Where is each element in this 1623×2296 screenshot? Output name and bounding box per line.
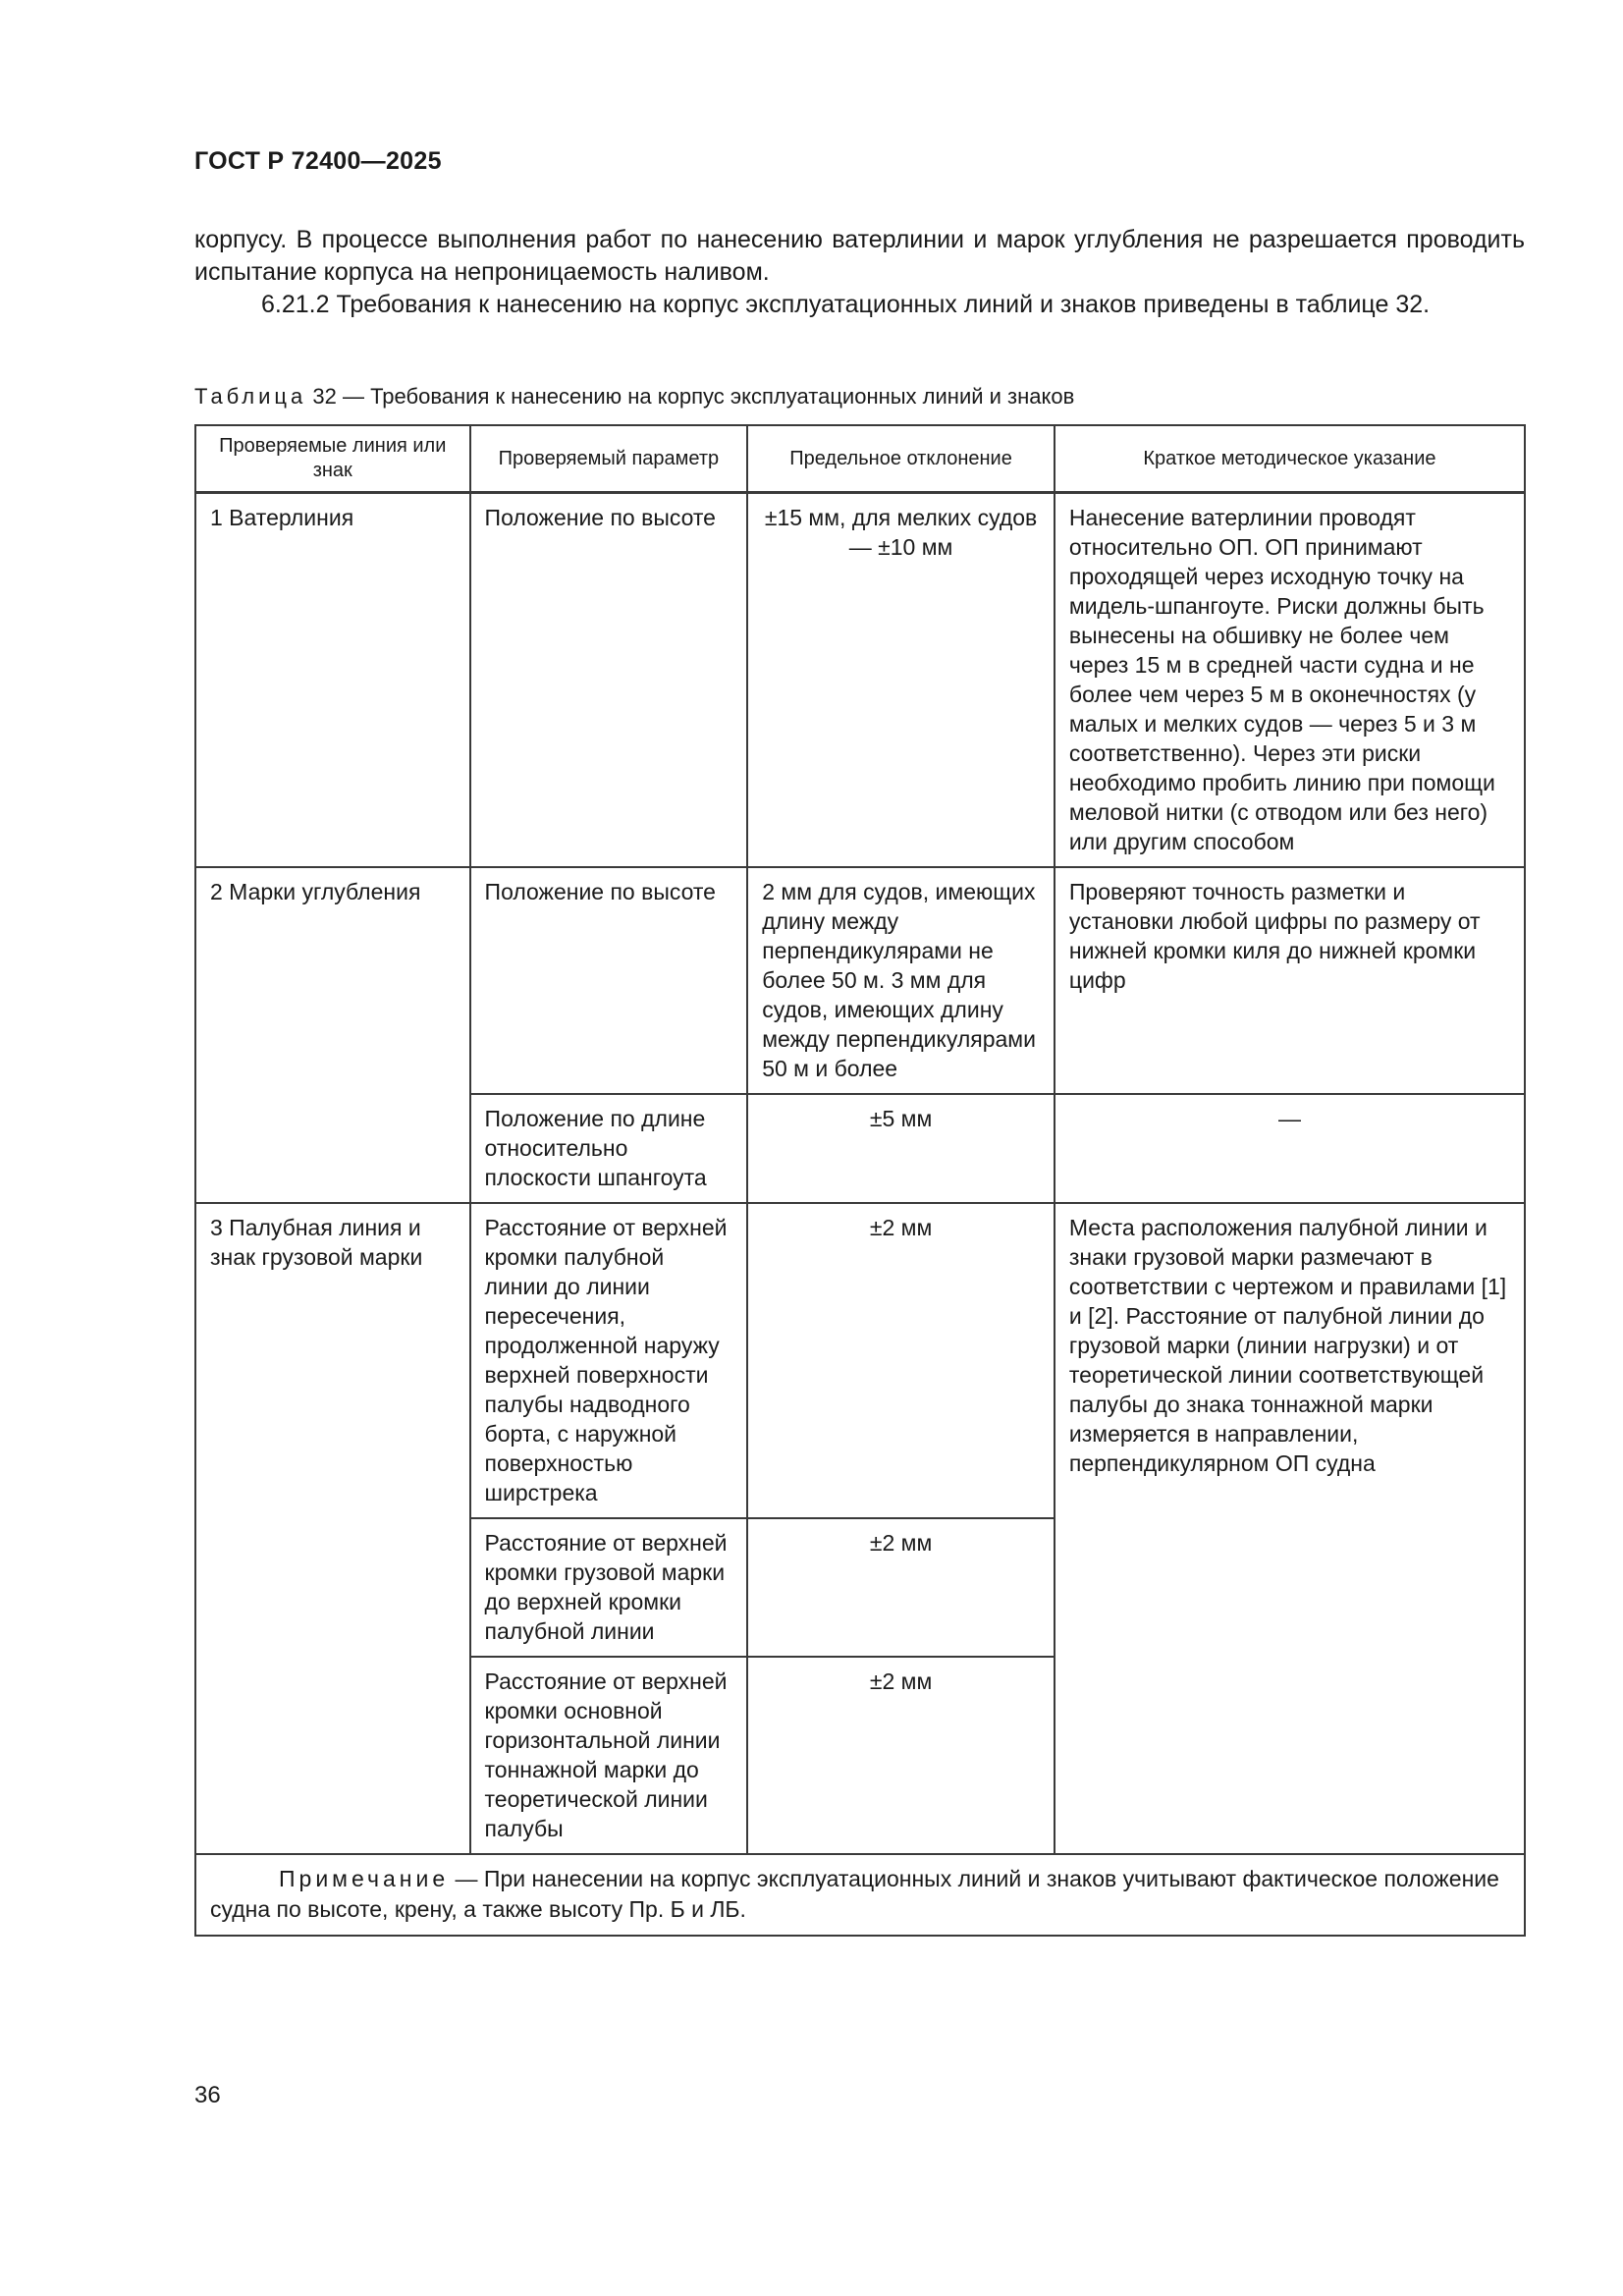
cell-deviation: ±2 мм <box>747 1203 1055 1518</box>
table-note-row <box>195 1854 1525 1936</box>
note-label: Примечание <box>279 1866 450 1891</box>
cell-method: — <box>1055 1094 1525 1203</box>
table-caption-text: 32 — Требования к нанесению на корпус эксплуатационных линий и знаков <box>312 384 1075 409</box>
cell-deviation: 2 мм для судов, имеющих длину между перпендикулярами не более 50 м. 3 мм для судов, имеющих длину между перпендикулярами 50 м и более <box>747 867 1055 1094</box>
header-parameter: Проверяемый параметр <box>470 425 748 493</box>
page-number: 36 <box>194 2082 221 2108</box>
paragraph-continuation: корпусу. В процессе выполнения работ по нанесению ватерлинии и марок углубления не разрешается проводить испытание корпуса на непроницаемость наливом. <box>194 226 1525 286</box>
cell-parameter: Положение по высоте <box>470 493 748 868</box>
cell-method: Места расположения палубной линии и знаки грузовой марки размечают в соответствии с чертежом и правилами [1] и [2]. Расстояние от палубной линии до грузовой марки (линии нагрузки) и от теоретической линии соответствующей палубы до знака тоннажной марки измеряется в направлении, перпендикулярном ОП судна <box>1055 1203 1525 1854</box>
cell-parameter: Расстояние от верхней кромки основной горизонтальной линии тоннажной марки до теоретической линии палубы <box>470 1657 748 1854</box>
cell-parameter: Положение по высоте <box>470 867 748 1094</box>
cell-parameter: Расстояние от верхней кромки грузовой марки до верхней кромки палубной линии <box>470 1518 748 1657</box>
cell-item: 3 Палубная линия и знак грузовой марки <box>195 1203 470 1854</box>
table-note <box>195 1854 1525 1936</box>
paragraph-6-21-2: 6.21.2 Требования к нанесению на корпус эксплуатационных линий и знаков приведены в таблице 32. <box>261 291 1431 318</box>
cell-deviation: ±5 мм <box>747 1094 1055 1203</box>
table-caption-prefix: Таблица <box>194 384 307 409</box>
cell-deviation: ±2 мм <box>747 1518 1055 1657</box>
cell-parameter: Расстояние от верхней кромки палубной линии до линии пересечения, продолженной наружу верхней поверхности палубы надводного борта, с наружной поверхностью ширстрека <box>470 1203 748 1518</box>
note-text: — При нанесении на корпус эксплуатационных линий и знаков учитывают фактическое положение судна по высоте, крену, а также высоту Пр. Б и ЛБ. <box>210 1866 1499 1922</box>
cell-method: Нанесение ватерлинии проводят относительно ОП. ОП принимают проходящей через исходную точку на мидель-шпангоуте. Риски должны быть вынесены на обшивку не более чем через 15 м в средней части судна и не более чем через 5 м в оконечностях (у малых и мелких судов — через 5 и 3 м соответственно). Через эти риски необходимо пробить линию при помощи меловой нитки (с отводом или без него) или другим способом <box>1055 493 1525 868</box>
header-method: Краткое методическое указание <box>1055 425 1525 493</box>
cell-item: 2 Марки углубления <box>195 867 470 1203</box>
cell-method: Проверяют точность разметки и установки любой цифры по размеру от нижней кромки киля до нижней кромки цифр <box>1055 867 1525 1094</box>
cell-deviation: ±15 мм, для мелких судов — ±10 мм <box>747 493 1055 868</box>
table-row <box>195 867 1525 1094</box>
table-header-row <box>195 425 1525 493</box>
cell-parameter: Положение по длине относительно плоскости шпангоута <box>470 1094 748 1203</box>
cell-deviation: ±2 мм <box>747 1657 1055 1854</box>
header-deviation: Предельное отклонение <box>747 425 1055 493</box>
table-caption <box>194 383 1074 410</box>
table-row <box>195 493 1525 868</box>
header-item: Проверяемые линия или знак <box>195 425 470 493</box>
table-row <box>195 1203 1525 1518</box>
requirements-table <box>194 424 1526 1937</box>
document-header: ГОСТ Р 72400—2025 <box>194 147 442 175</box>
cell-item: 1 Ватерлиния <box>195 493 470 868</box>
